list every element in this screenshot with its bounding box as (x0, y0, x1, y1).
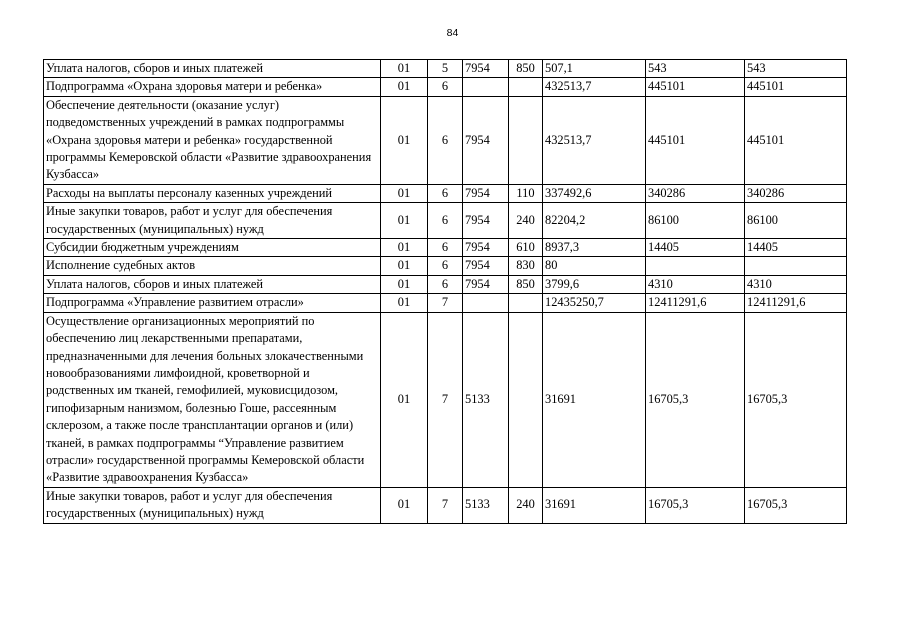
section-code-cell: 01 (381, 487, 428, 523)
subsection-code-cell: 7 (428, 487, 463, 523)
year3-amount-cell: 340286 (745, 184, 847, 202)
target-article-cell: 7954 (463, 60, 509, 78)
table-row (44, 312, 847, 487)
year3-amount-cell: 445101 (745, 96, 847, 184)
subsection-code-cell: 7 (428, 312, 463, 487)
row-name-cell: Расходы на выплаты персоналу казенных учреждений (44, 184, 381, 202)
year3-amount-cell: 14405 (745, 239, 847, 257)
section-code-cell: 01 (381, 78, 428, 96)
target-article-cell (463, 294, 509, 312)
year2-amount-cell (646, 257, 745, 275)
target-article-cell: 7954 (463, 275, 509, 293)
section-code-cell: 01 (381, 294, 428, 312)
year3-amount-cell: 16705,3 (745, 487, 847, 523)
row-name-cell: Обеспечение деятельности (оказание услуг) подведомственных учреждений в рамках подпрограммы «Охрана здоровья матери и ребенка» государственной программы Кемеровской области «Развитие здравоохранения Кузбасса» (44, 96, 381, 184)
expense-type-cell: 850 (509, 275, 543, 293)
row-name-cell: Уплата налогов, сборов и иных платежей (44, 60, 381, 78)
expense-type-cell: 110 (509, 184, 543, 202)
row-name-cell: Подпрограмма «Управление развитием отрасли» (44, 294, 381, 312)
subsection-code-cell: 6 (428, 203, 463, 239)
year1-amount-cell: 337492,6 (543, 184, 646, 202)
subsection-code-cell: 6 (428, 78, 463, 96)
year3-amount-cell: 4310 (745, 275, 847, 293)
expense-type-cell (509, 78, 543, 96)
table-row (44, 275, 847, 293)
row-name-cell: Исполнение судебных актов (44, 257, 381, 275)
year1-amount-cell: 31691 (543, 487, 646, 523)
year2-amount-cell: 445101 (646, 78, 745, 96)
year2-amount-cell: 16705,3 (646, 312, 745, 487)
year2-amount-cell: 543 (646, 60, 745, 78)
table-row (44, 96, 847, 184)
year1-amount-cell: 8937,3 (543, 239, 646, 257)
table-body (44, 60, 847, 524)
target-article-cell: 7954 (463, 184, 509, 202)
year2-amount-cell: 14405 (646, 239, 745, 257)
subsection-code-cell: 5 (428, 60, 463, 78)
year1-amount-cell: 80 (543, 257, 646, 275)
table-row (44, 294, 847, 312)
expense-type-cell: 830 (509, 257, 543, 275)
target-article-cell: 7954 (463, 257, 509, 275)
target-article-cell (463, 78, 509, 96)
year3-amount-cell (745, 257, 847, 275)
section-code-cell: 01 (381, 60, 428, 78)
section-code-cell: 01 (381, 275, 428, 293)
target-article-cell: 7954 (463, 96, 509, 184)
year3-amount-cell: 12411291,6 (745, 294, 847, 312)
year1-amount-cell: 507,1 (543, 60, 646, 78)
table-row (44, 239, 847, 257)
subsection-code-cell: 6 (428, 184, 463, 202)
table-row (44, 203, 847, 239)
subsection-code-cell: 6 (428, 257, 463, 275)
target-article-cell: 5133 (463, 312, 509, 487)
table-row (44, 60, 847, 78)
row-name-cell: Иные закупки товаров, работ и услуг для обеспечения государственных (муниципальных) нужд (44, 203, 381, 239)
table-row (44, 487, 847, 523)
expense-type-cell (509, 294, 543, 312)
row-name-cell: Иные закупки товаров, работ и услуг для обеспечения государственных (муниципальных) нужд (44, 487, 381, 523)
budget-table (43, 59, 847, 524)
expense-type-cell: 610 (509, 239, 543, 257)
row-name-cell: Подпрограмма «Охрана здоровья матери и ребенка» (44, 78, 381, 96)
year1-amount-cell: 3799,6 (543, 275, 646, 293)
year1-amount-cell: 432513,7 (543, 78, 646, 96)
year2-amount-cell: 86100 (646, 203, 745, 239)
target-article-cell: 5133 (463, 487, 509, 523)
section-code-cell: 01 (381, 312, 428, 487)
section-code-cell: 01 (381, 96, 428, 184)
expense-type-cell (509, 312, 543, 487)
year1-amount-cell: 432513,7 (543, 96, 646, 184)
year1-amount-cell: 31691 (543, 312, 646, 487)
year3-amount-cell: 86100 (745, 203, 847, 239)
target-article-cell: 7954 (463, 239, 509, 257)
table-row (44, 257, 847, 275)
year1-amount-cell: 12435250,7 (543, 294, 646, 312)
section-code-cell: 01 (381, 203, 428, 239)
year2-amount-cell: 445101 (646, 96, 745, 184)
year3-amount-cell: 445101 (745, 78, 847, 96)
section-code-cell: 01 (381, 184, 428, 202)
subsection-code-cell: 6 (428, 96, 463, 184)
row-name-cell: Уплата налогов, сборов и иных платежей (44, 275, 381, 293)
year2-amount-cell: 340286 (646, 184, 745, 202)
row-name-cell: Субсидии бюджетным учреждениям (44, 239, 381, 257)
year3-amount-cell: 543 (745, 60, 847, 78)
page-number: 84 (446, 27, 459, 39)
target-article-cell: 7954 (463, 203, 509, 239)
expense-type-cell (509, 96, 543, 184)
expense-type-cell: 850 (509, 60, 543, 78)
expense-type-cell: 240 (509, 203, 543, 239)
subsection-code-cell: 6 (428, 275, 463, 293)
year1-amount-cell: 82204,2 (543, 203, 646, 239)
section-code-cell: 01 (381, 239, 428, 257)
year2-amount-cell: 4310 (646, 275, 745, 293)
year3-amount-cell: 16705,3 (745, 312, 847, 487)
row-name-cell: Осуществление организационных мероприятий по обеспечению лиц лекарственными препаратами, предназначенными для лечения больных злокачественными новообразованиями лимфоидной, кроветворной и родственных им тканей, гемофилией, муковисцидозом, гипофизарным нанизмом, болезнью Гоше, рассеянным склерозом, а также после трансплантации органов и (или) тканей, в рамках подпрограммы “Управление развитием отрасли» государственной программы Кемеровской области «Развитие здравоохранения Кузбасса» (44, 312, 381, 487)
subsection-code-cell: 6 (428, 239, 463, 257)
table-row (44, 78, 847, 96)
expense-type-cell: 240 (509, 487, 543, 523)
subsection-code-cell: 7 (428, 294, 463, 312)
year2-amount-cell: 16705,3 (646, 487, 745, 523)
year2-amount-cell: 12411291,6 (646, 294, 745, 312)
table-row (44, 184, 847, 202)
section-code-cell: 01 (381, 257, 428, 275)
